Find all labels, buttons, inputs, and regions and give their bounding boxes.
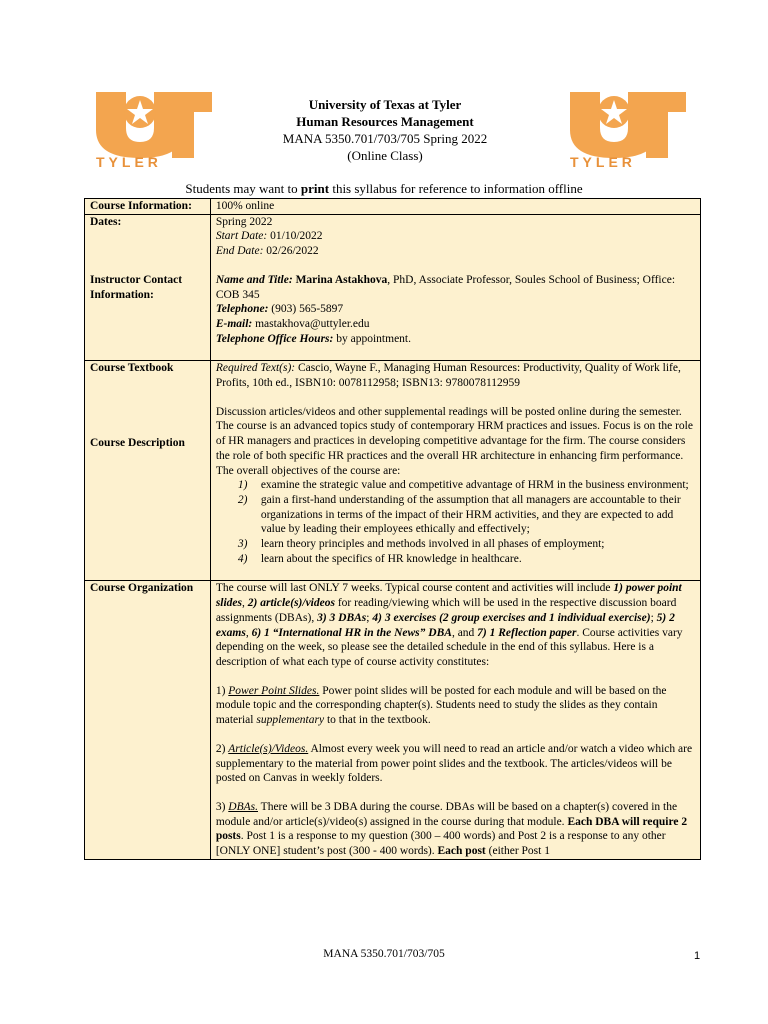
dates-label: Dates: <box>90 215 122 228</box>
objective-item: 3) learn theory principles and methods involved in all phases of employment; <box>237 538 605 551</box>
articles-paragraph: 2) Article(s)/Videos. Almost every week you will need to read an article and/or watch a video which are supplementary to the material from power point slides and the textbook. The articles/videos will be posted on Canvas in weekly folders. <box>215 742 693 785</box>
footer-course: MANA 5350.701/703/705 <box>323 948 445 960</box>
objective-item: 2) gain a first-hand understanding of the assumption that all managers are accountable to their organizations in terms of the impact of their HRM activities, and they are expected to add value by leading their employees ethically and effectively; <box>237 493 681 536</box>
powerpoint-paragraph: 1) Power Point Slides. Power point slides will be posted for each module and will be based on the module topic and the corresponding chapter(s). Students need to study the slides as they contain material supplementary to that in the textbook. <box>215 684 667 727</box>
dates-instructor-row <box>85 214 701 361</box>
office-hours: Telephone Office Hours: by appointment. <box>215 332 411 345</box>
end-date: End Date: 02/26/2022 <box>215 245 319 258</box>
syllabus-header <box>240 96 530 164</box>
required-text: Required Text(s): Cascio, Wayne F., Managing Human Resources: Productivity, Quality of Work life, Profits, 10th ed., ISBN10: 0078112958; ISBN13: 9780078112959 <box>215 362 681 390</box>
svg-text:TYLER: TYLER <box>570 154 636 168</box>
university-name: University of Texas at Tyler <box>308 97 462 112</box>
textbook-description-row <box>85 361 701 581</box>
objectives-list <box>216 478 695 566</box>
course-info-value: 100% online <box>210 199 700 215</box>
department-name: Human Resources Management <box>296 114 474 129</box>
course-format: (Online Class) <box>347 148 423 163</box>
course-info-row <box>85 199 701 215</box>
start-date: Start Date: 01/10/2022 <box>215 230 323 243</box>
description-label: Course Description <box>90 437 185 450</box>
instructor-name: Name and Title: Marina Astakhova, PhD, Associate Professor, Soules School of Business; Office: COB 345 <box>215 273 676 301</box>
organization-intro: The course will last ONLY 7 weeks. Typical course content and activities will include 1) power point slides, 2) article(s)/videos for reading/viewing which will be used in the respective discussion board assignments (DBAs), 3) 3 DBAs; 4) 3 exercises (2 group exercises and 1 individual exercise); 5) 2 exams, 6) 1 “International HR in the News” DBA, and 7) 1 Reflection paper. Course activities vary depending on the week, so please see the detailed schedule in the end of this syllabus. Here is a description of what each type of course activity constitutes: <box>215 582 683 668</box>
ut-tyler-logo-left <box>92 86 214 168</box>
ut-tyler-logo-right <box>566 86 688 168</box>
objective-item: 4) learn about the specifics of HR knowledge in healthcare. <box>237 552 522 565</box>
dba-paragraph: 3) DBAs. There will be 3 DBA during the course. DBAs will be based on a chapter(s) covered in the module and/or article(s)/video(s) assigned in the course during that module. Each DBA will require 2 posts. Post 1 is a response to my question (300 – 400 words) and Post 2 is a response to any other [ONLY ONE] student’s post (300 - 400 words). Each post (either Post 1 <box>215 800 688 858</box>
svg-text:TYLER: TYLER <box>96 154 162 168</box>
instructor-label: Instructor Contact Information: <box>90 274 183 302</box>
term: Spring 2022 <box>215 215 273 228</box>
instructor-telephone: Telephone: (903) 565-5897 <box>215 303 344 316</box>
course-info-label: Course Information: <box>85 199 211 215</box>
description-text: The course is an advanced topics study of contemporary HRM practices and issues. Focus is on the role of HR managers and practices in developing competitive advantage for the firm. The course considers the role of both specific HR practices and the overall HR architecture in enhancing firm performance. The overall objectives of the course are: <box>215 420 693 477</box>
course-code: MANA 5350.701/703/705 Spring 2022 <box>282 131 488 146</box>
instructor-email[interactable]: E-mail: mastakhova@uttyler.edu <box>215 317 370 330</box>
textbook-label: Course Textbook <box>90 362 174 375</box>
organization-label: Course Organization <box>85 581 211 859</box>
organization-row <box>85 581 701 859</box>
objective-item: 1) examine the strategic value and competitive advantage of HRM in the business environment; <box>237 479 689 492</box>
page-number: 1 <box>694 950 701 962</box>
print-note: Students may want to print this syllabus for reference to information offline <box>185 181 583 196</box>
discussion-note: Discussion articles/videos and other supplemental readings will be posted online during the semester. <box>215 405 682 418</box>
syllabus-table <box>84 198 701 860</box>
